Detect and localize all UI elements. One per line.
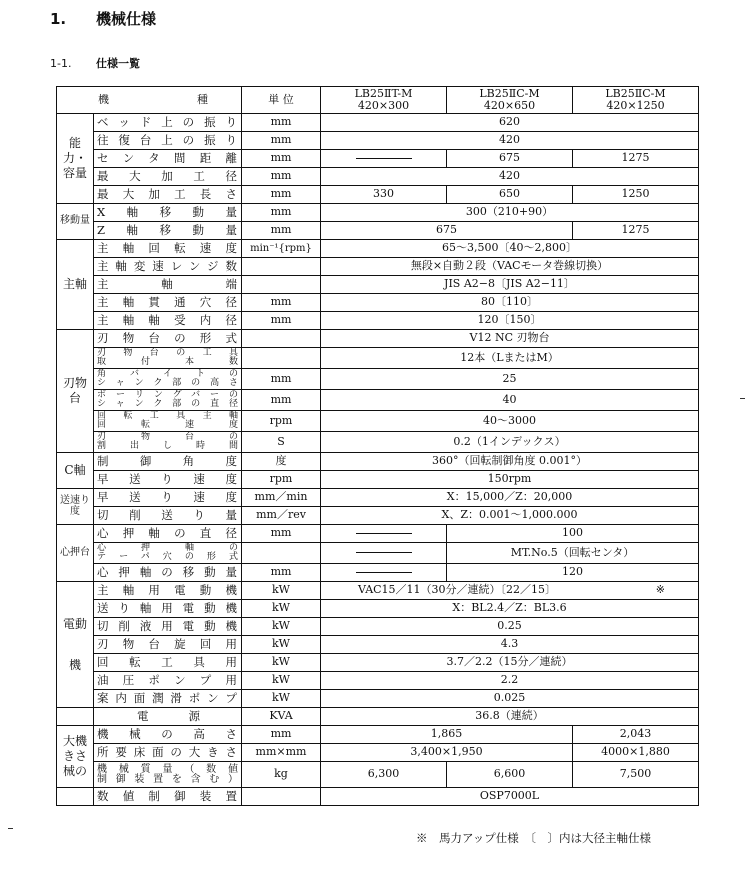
row-unit: mm (242, 168, 321, 186)
row-unit: min⁻¹{rpm} (242, 240, 321, 258)
table-row (57, 690, 699, 708)
section-heading (50, 8, 156, 29)
model-size: 420×300 (357, 99, 410, 112)
header-kind (57, 87, 242, 114)
row-value: 1250 (573, 186, 699, 204)
table-row (57, 168, 699, 186)
row-value: 150rpm (321, 471, 699, 489)
row-unit: mm (242, 564, 321, 582)
row-item: X軸移動量 (94, 204, 242, 222)
row-unit: mm (242, 186, 321, 204)
row-item (94, 762, 242, 788)
table-row (57, 276, 699, 294)
row-value: 3.7／2.2（15分／連続） (321, 654, 699, 672)
row-value: 40 (321, 390, 699, 411)
row-item-line: 機械質量（数値 (97, 763, 238, 775)
table-row (57, 150, 699, 168)
table-row (57, 240, 699, 258)
group-empty (57, 788, 94, 806)
row-unit: kW (242, 600, 321, 618)
header-model-3 (573, 87, 699, 114)
table-row (57, 762, 699, 788)
row-value: X：15,000／Z：20,000 (321, 489, 699, 507)
row-item: 回転工具用 (94, 654, 242, 672)
row-value: 25 (321, 369, 699, 390)
table-row (57, 525, 699, 543)
table-row (57, 618, 699, 636)
row-unit: mm (242, 726, 321, 744)
table-row (57, 507, 699, 525)
table-row (57, 582, 699, 600)
row-item-line: 回転工具主軸 (97, 411, 238, 421)
row-value-text: VAC15／11（30分／連続）〔22／15〕 (358, 583, 557, 597)
row-value: 6,300 (321, 762, 447, 788)
row-value: 100 (447, 525, 699, 543)
row-unit: kW (242, 618, 321, 636)
subsection-number: 1-1. (50, 57, 72, 70)
row-value: 7,500 (573, 762, 699, 788)
table-row (57, 222, 699, 240)
table-row (57, 708, 699, 726)
row-unit: mm／rev (242, 507, 321, 525)
row-value: 330 (321, 186, 447, 204)
row-value: 4000×1,880 (573, 744, 699, 762)
dash-line (356, 158, 412, 159)
row-unit (242, 330, 321, 348)
row-value: JIS A2−8〔JIS A2−11〕 (321, 276, 699, 294)
row-item (94, 708, 242, 726)
group-capacity: 能力・容量 (57, 114, 94, 204)
group-spindle: 主軸 (57, 240, 94, 330)
row-value: 360°（回転制御角度 0.001°） (321, 453, 699, 471)
table-row (57, 672, 699, 690)
row-item-line: 取付本数 (97, 357, 238, 367)
table-row (57, 489, 699, 507)
row-unit: kW (242, 654, 321, 672)
row-value: 675 (321, 222, 573, 240)
row-value-dash (321, 543, 447, 564)
row-unit: kg (242, 762, 321, 788)
table-row (57, 348, 699, 369)
header-kind-b: 種 (197, 92, 208, 106)
table-row (57, 258, 699, 276)
group-tailstock: 心押台 (57, 525, 94, 582)
header-model-2 (447, 87, 573, 114)
row-unit: kW (242, 582, 321, 600)
header-kind-a: 機 (98, 92, 109, 106)
row-value: 2,043 (573, 726, 699, 744)
row-item (94, 432, 242, 453)
table-row (57, 788, 699, 806)
row-unit (242, 258, 321, 276)
row-value-dash (321, 150, 447, 168)
row-item: 主軸軸受内径 (94, 312, 242, 330)
row-item (94, 369, 242, 390)
dash-line (356, 572, 412, 573)
header-model-1 (321, 87, 447, 114)
row-value: 1,865 (321, 726, 573, 744)
table-row (57, 543, 699, 564)
row-value: 40〜3000 (321, 411, 699, 432)
row-value: 2.2 (321, 672, 699, 690)
row-item: 早送り速度 (94, 471, 242, 489)
group-travel: 移動量 (57, 204, 94, 240)
table-row (57, 369, 699, 390)
row-unit: mm (242, 312, 321, 330)
group-c-axis: C軸 (57, 453, 94, 489)
row-item: 主軸変速レンジ数 (94, 258, 242, 276)
table-row (57, 432, 699, 453)
row-unit: mm (242, 369, 321, 390)
row-unit: mm (242, 204, 321, 222)
row-unit: mm (242, 390, 321, 411)
group-turret: 刃物台 (57, 330, 94, 453)
row-value: X、Z：0.001〜1,000.000 (321, 507, 699, 525)
row-value: 620 (321, 114, 699, 132)
row-unit: mm (242, 222, 321, 240)
row-item: 心押軸の直径 (94, 525, 242, 543)
row-item-line: テーパ穴の形式 (97, 552, 238, 562)
row-value: 4.3 (321, 636, 699, 654)
row-item: 早送り速度 (94, 489, 242, 507)
row-value: 無段×自動２段（VACモータ巻線切換） (321, 258, 699, 276)
row-item: 制御角度 (94, 453, 242, 471)
row-value: 1275 (573, 150, 699, 168)
row-item-line: シャンク部の高さ (97, 378, 238, 388)
section-number: 1. (50, 10, 67, 28)
table-header-row (57, 87, 699, 114)
row-unit: kW (242, 636, 321, 654)
table-row (57, 114, 699, 132)
table-row (57, 186, 699, 204)
row-item-line: 刃物台の (97, 432, 238, 442)
row-unit: mm (242, 114, 321, 132)
row-value: 120 (447, 564, 699, 582)
row-value-note: ※ (655, 583, 665, 597)
model-size: 420×650 (483, 99, 536, 112)
row-value: 120〔150〕 (321, 312, 699, 330)
row-item-line: 心押軸の (97, 543, 238, 553)
row-item-line: シャンク部の直径 (97, 399, 238, 409)
row-item: Z軸移動量 (94, 222, 242, 240)
row-value: 420 (321, 132, 699, 150)
table-row (57, 564, 699, 582)
row-value-dash (321, 564, 447, 582)
row-value: 0.025 (321, 690, 699, 708)
table-row (57, 411, 699, 432)
row-item (94, 543, 242, 564)
row-value: 300（210+90） (321, 204, 699, 222)
row-value (321, 582, 699, 600)
table-row (57, 132, 699, 150)
table-row (57, 654, 699, 672)
row-value: 0.2（1インデックス） (321, 432, 699, 453)
subsection-heading (50, 55, 140, 71)
row-item (94, 348, 242, 369)
row-value: X：BL2.4／Z：BL3.6 (321, 600, 699, 618)
row-item: 切削液用電動機 (94, 618, 242, 636)
row-item: 案内面潤滑ポンプ (94, 690, 242, 708)
row-item: 心押軸の移動量 (94, 564, 242, 582)
row-value: 12本（LまたはM） (321, 348, 699, 369)
row-unit: rpm (242, 411, 321, 432)
group-empty (57, 708, 94, 726)
row-unit: mm (242, 525, 321, 543)
row-value: OSP7000L (321, 788, 699, 806)
row-value: 0.25 (321, 618, 699, 636)
row-item-line: 角バイトの (97, 369, 238, 379)
row-item-text: 電源 (137, 709, 240, 724)
row-unit: mm (242, 132, 321, 150)
row-item (94, 390, 242, 411)
row-item: 送り軸用電動機 (94, 600, 242, 618)
table-row (57, 453, 699, 471)
row-unit: kW (242, 672, 321, 690)
table-row (57, 726, 699, 744)
row-item: 最大加工径 (94, 168, 242, 186)
row-unit: 度 (242, 453, 321, 471)
row-item-line: 刃物台の工具 (97, 348, 238, 358)
row-value-dash (321, 525, 447, 543)
model-name: LB25ⅡC-M (479, 86, 540, 100)
row-value: 6,600 (447, 762, 573, 788)
row-item: 刃物台の形式 (94, 330, 242, 348)
row-item: 主軸端 (94, 276, 242, 294)
row-item: 油圧ポンプ用 (94, 672, 242, 690)
row-item-line: ボーリングバーの (97, 390, 238, 400)
row-value: 3,400×1,950 (321, 744, 573, 762)
header-unit: 単 位 (242, 87, 321, 114)
row-item: 刃物台旋回用 (94, 636, 242, 654)
group-motor: 電動機 (57, 582, 94, 708)
table-row (57, 600, 699, 618)
subsection-title: 仕様一覧 (96, 57, 140, 70)
row-item: センタ間距離 (94, 150, 242, 168)
row-unit: mm／min (242, 489, 321, 507)
spec-table (56, 86, 699, 806)
model-name: LB25ⅡC-M (605, 86, 666, 100)
row-unit (242, 788, 321, 806)
table-row (57, 390, 699, 411)
model-name: LB25ⅡT-M (354, 86, 413, 100)
row-item: 往復台上の振り (94, 132, 242, 150)
row-item: 主軸用電動機 (94, 582, 242, 600)
table-row (57, 636, 699, 654)
row-unit (242, 348, 321, 369)
row-item: 主軸回転速度 (94, 240, 242, 258)
row-item: 機械の高さ (94, 726, 242, 744)
row-item: 切削送り量 (94, 507, 242, 525)
row-item: ベッド上の振り (94, 114, 242, 132)
row-unit: rpm (242, 471, 321, 489)
row-item (94, 411, 242, 432)
table-row (57, 744, 699, 762)
row-unit: mm (242, 294, 321, 312)
row-value: V12 NC 刃物台 (321, 330, 699, 348)
row-unit: mm (242, 150, 321, 168)
row-unit: kW (242, 690, 321, 708)
footnote: ※ 馬力アップ仕様 〔 〕内は大径主軸仕様 (416, 831, 651, 845)
row-value: 65〜3,500〔40〜2,800〕 (321, 240, 699, 258)
row-item: 最大加工長さ (94, 186, 242, 204)
row-item: 所要床面の大きさ (94, 744, 242, 762)
scan-mark (740, 398, 745, 399)
row-item: 主軸貫通穴径 (94, 294, 242, 312)
row-value: 675 (447, 150, 573, 168)
table-row (57, 471, 699, 489)
group-feedrate: 送速り度 (57, 489, 94, 525)
dash-line (356, 552, 412, 553)
row-value: 650 (447, 186, 573, 204)
table-row (57, 204, 699, 222)
row-unit: KVA (242, 708, 321, 726)
row-item-line: 制御装置を含む） (97, 773, 238, 785)
table-row (57, 312, 699, 330)
scan-mark (8, 828, 13, 829)
row-value: 80〔110〕 (321, 294, 699, 312)
row-value: 36.8（連続） (321, 708, 699, 726)
table-row (57, 294, 699, 312)
dash-line (356, 533, 412, 534)
row-value: 1275 (573, 222, 699, 240)
row-value: MT.No.5（回転センタ） (447, 543, 699, 564)
model-size: 420×1250 (606, 99, 665, 112)
row-unit: S (242, 432, 321, 453)
row-item: 数値制御装置 (94, 788, 242, 806)
row-item-line: 割出し時間 (97, 441, 238, 451)
table-row (57, 330, 699, 348)
section-title: 機械仕様 (96, 10, 157, 28)
row-unit (242, 276, 321, 294)
row-value: 420 (321, 168, 699, 186)
row-item-line: 回転速度 (97, 420, 238, 430)
row-unit: mm×mm (242, 744, 321, 762)
group-size: 大機きさ械の (57, 726, 94, 788)
row-unit (242, 543, 321, 564)
